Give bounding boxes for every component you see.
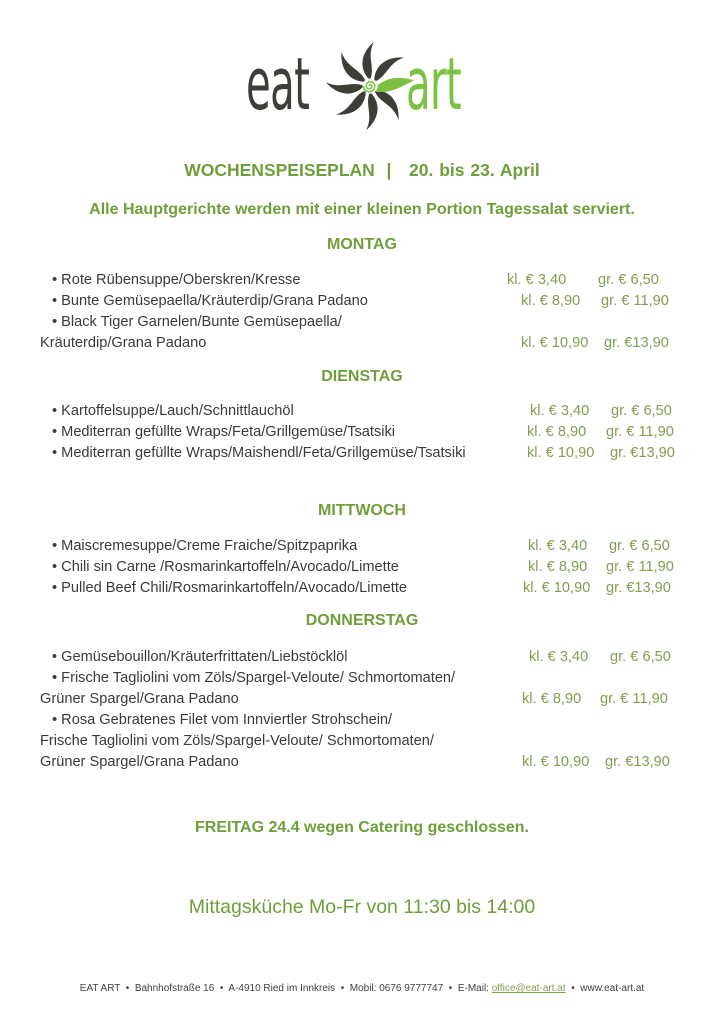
footer-email-label: E-Mail: <box>457 983 489 994</box>
menu-item-continuation: Grüner Spargel/Grana Padano <box>40 754 239 770</box>
price-small: kl. € 8,90 <box>521 293 581 309</box>
footer <box>0 983 724 994</box>
menu-item: • Gemüsebouillon/Kräuterfrittaten/Liebstöcklöl <box>52 649 348 665</box>
price-small: kl. € 3,40 <box>528 538 588 554</box>
sun-swirl-icon <box>322 38 418 134</box>
menu-item: • Mediterran gefüllte Wraps/Maishendl/Feta/Grillgemüse/Tsatsiki <box>52 445 466 461</box>
price-large: gr. € 6,50 <box>609 538 670 554</box>
footer-city: A-4910 Ried im Innkreis <box>228 983 336 994</box>
footer-email-link[interactable]: office@eat-art.at <box>491 983 566 994</box>
footer-separator: • <box>125 983 130 994</box>
footer-address: Bahnhofstraße 16 <box>134 983 215 994</box>
price-large: gr. € 11,90 <box>601 293 669 309</box>
day-heading-montag: MONTAG <box>327 236 397 253</box>
menu-item: • Rosa Gebratenes Filet vom Innviertler Strohschein/ <box>52 712 393 728</box>
footer-separator: • <box>571 983 575 994</box>
menu-item: • Black Tiger Garnelen/Bunte Gemüsepaella/ <box>52 314 342 330</box>
menu-item: • Bunte Gemüsepaella/Kräuterdip/Grana Padano <box>52 293 368 309</box>
footer-separator: • <box>340 983 345 994</box>
day-heading-mittwoch: MITTWOCH <box>318 502 406 519</box>
menu-item-continuation: Frische Tagliolini vom Zöls/Spargel-Veloute/ Schmortomaten/ <box>40 733 434 749</box>
price-small: kl. € 10,90 <box>521 335 589 351</box>
menu-item: • Kartoffelsuppe/Lauch/Schnittlauchöl <box>52 403 294 419</box>
logo-word-art: art <box>406 42 461 126</box>
opening-hours: Mittagsküche Mo-Fr von 11:30 bis 14:00 <box>188 896 536 918</box>
footer-name: EAT ART <box>79 983 121 994</box>
price-small: kl. € 10,90 <box>527 445 595 461</box>
price-small: kl. € 3,40 <box>530 403 590 419</box>
menu-item: • Mediterran gefüllte Wraps/Feta/Grillgemüse/Tsatsiki <box>52 424 396 440</box>
menu-item: • Maiscremesuppe/Creme Fraiche/Spitzpaprika <box>52 538 358 554</box>
page-subtitle: Alle Hauptgerichte werden mit einer kleinen Portion Tagessalat serviert. <box>89 201 635 218</box>
closed-notice: FREITAG 24.4 wegen Catering geschlossen. <box>194 819 529 836</box>
price-small: kl. € 10,90 <box>523 580 591 596</box>
day-heading-donnerstag: DONNERSTAG <box>305 612 419 629</box>
logo-word-eat: eat <box>246 42 310 126</box>
price-large: gr. € 11,90 <box>600 691 668 707</box>
price-small: kl. € 3,40 <box>529 649 589 665</box>
price-large: gr. € 6,50 <box>611 403 672 419</box>
menu-item: • Rote Rübensuppe/Oberskren/Kresse <box>52 272 301 288</box>
footer-website[interactable]: www.eat-art.at <box>580 983 645 994</box>
footer-phone: Mobil: 0676 9777747 <box>349 983 444 994</box>
day-heading-dienstag: DIENSTAG <box>321 368 403 385</box>
price-large: gr. € 11,90 <box>606 559 674 575</box>
menu-item-continuation: Kräuterdip/Grana Padano <box>40 335 207 351</box>
menu-item: • Pulled Beef Chili/Rosmarinkartoffeln/Avocado/Limette <box>52 580 408 596</box>
menu-item: • Chili sin Carne /Rosmarinkartoffeln/Avocado/Limette <box>52 559 399 575</box>
price-large: gr. € 11,90 <box>606 424 674 440</box>
price-small: kl. € 8,90 <box>528 559 588 575</box>
price-small: kl. € 8,90 <box>522 691 582 707</box>
price-large: gr. €13,90 <box>606 580 671 596</box>
page-title: WOCHENSPEISEPLAN | 20. bis 23. April <box>184 160 540 180</box>
price-small: kl. € 3,40 <box>507 272 567 288</box>
footer-separator: • <box>448 983 453 994</box>
price-large: gr. €13,90 <box>605 754 670 770</box>
price-large: gr. € 6,50 <box>610 649 671 665</box>
price-large: gr. €13,90 <box>610 445 675 461</box>
footer-separator: • <box>219 983 224 994</box>
menu-item: • Frische Tagliolini vom Zöls/Spargel-Veloute/ Schmortomaten/ <box>52 670 456 686</box>
price-large: gr. €13,90 <box>604 335 669 351</box>
price-large: gr. € 6,50 <box>598 272 659 288</box>
eat-art-logo <box>246 38 496 134</box>
menu-item-continuation: Grüner Spargel/Grana Padano <box>40 691 239 707</box>
price-small: kl. € 10,90 <box>522 754 590 770</box>
price-small: kl. € 8,90 <box>527 424 587 440</box>
